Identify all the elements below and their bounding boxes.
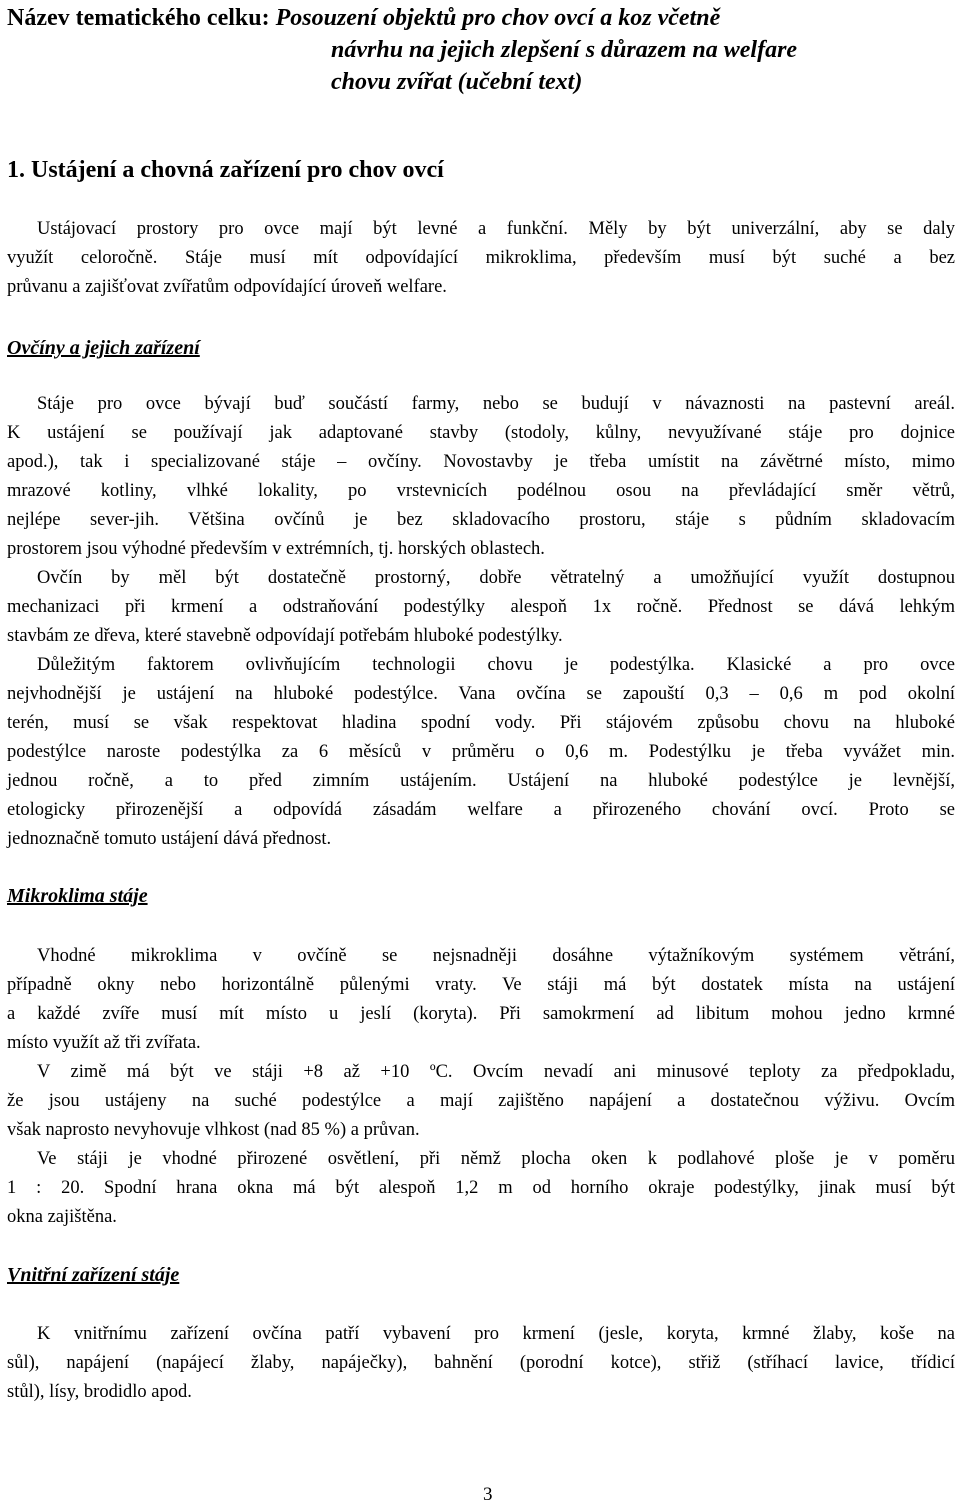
text-line: sůl), napájení (napájecí žlaby, napáječky), bahnění (porodní kotce), střiž (stříhací lavice, třídicí [7, 1353, 955, 1373]
text-line: že jsou ustájeny na suché podestýlce a mají zajištěno napájení a dostatečnou výživu. Ovcím [7, 1091, 955, 1111]
text-line: 1 : 20. Spodní hrana okna má být alespoň 1,2 m od horního okraje podestýlky, jinak musí být [7, 1178, 955, 1198]
text-line: případně okny nebo horizontálně půlenými vraty. Ve stáji má být dostatek místa na ustájení [7, 975, 955, 995]
text-line: V zimě má být ve stáji +8 až +10 ºC. Ovcím nevadí ani minusové teploty za předpokladu, [37, 1062, 955, 1082]
text-line: nejvhodnější je ustájení na hluboké podestýlce. Vana ovčína se zapouští 0,3 – 0,6 m pod okolní [7, 684, 955, 704]
text-line: mechanizaci při krmení a odstraňování podestýlky alespoň 1x ročně. Přednost se dává lehkým [7, 597, 955, 617]
document-title [7, 2, 955, 98]
text-line: apod.), tak i specializované stáje – ovčíny. Novostavby je třeba umístit na závětrné místo, mimo [7, 452, 955, 472]
text-line: stavbám ze dřeva, které stavebně odpovídají potřebám hluboké podestýlky. [7, 626, 563, 646]
text-line: Důležitým faktorem ovlivňujícím technologii chovu je podestýlka. Klasické a pro ovce [37, 655, 955, 675]
title-line-1 [7, 2, 955, 34]
text-line: prostorem jsou výhodné především v extrémních, tj. horských oblastech. [7, 539, 545, 559]
subheading-ovciny: Ovčíny a jejich zařízení [7, 337, 200, 359]
text-line: K ustájení se používají jak adaptované stavby (stodoly, kůlny, nevyužívané stáje pro dojnice [7, 423, 955, 443]
text-line: etologicky přirozenější a odpovídá zásadám welfare a přirozeného chování ovcí. Proto se [7, 800, 955, 820]
section-heading: 1. Ustájení a chovná zařízení pro chov ovcí [7, 157, 444, 183]
subheading-mikroklima: Mikroklima stáje [7, 885, 148, 907]
text-line: Ovčín by měl být dostatečně prostorný, dobře větratelný a umožňující využít dostupnou [37, 568, 955, 588]
text-line: stůl), lísy, brodidlo apod. [7, 1382, 192, 1402]
title-text-3: chovu zvířat (učební text) [331, 69, 583, 95]
title-text-2: návrhu na jejich zlepšení s důrazem na welfare [331, 37, 798, 63]
page-number: 3 [483, 1484, 493, 1505]
ovciny-paragraph [7, 390, 955, 854]
text-line: podestýlce naroste podestýlka za 6 měsíců v průměru o 0,6 m. Podestýlku je třeba vyvážet min. [7, 742, 955, 762]
text-line: terén, musí se však respektovat hladina spodní vody. Při stájovém způsobu chovu na hluboké [7, 713, 955, 733]
text-line: nejlépe sever-jih. Většina ovčínů je bez skladovacího prostoru, stáje s půdním skladovacím [7, 510, 955, 530]
subheading-vnitrni: Vnitřní zařízení stáje [7, 1264, 180, 1286]
text-line: Vhodné mikroklima v ovčíně se nejsnadněji dosáhne výtažníkovým systémem větrání, [37, 946, 955, 966]
mikroklima-paragraph [7, 942, 955, 1232]
vnitrni-paragraph [7, 1320, 955, 1407]
text-line: Ustájovací prostory pro ovce mají být levné a funkční. Měly by být univerzální, aby se daly [37, 219, 955, 239]
title-text-1: Posouzení objektů pro chov ovcí a koz včetně [275, 5, 721, 31]
text-line: mrazové kotliny, vlhké lokality, po vrstevnicích podélnou osou na převládající směr větrů, [7, 481, 955, 501]
title-label: Název tematického celku: [7, 5, 270, 31]
text-line: K vnitřnímu zařízení ovčína patří vybavení pro krmení (jesle, koryta, krmné žlaby, koše na [37, 1324, 955, 1344]
text-line: jednou ročně, a to před zimním ustájením. Ustájení na hluboké podestýlce je levnější, [7, 771, 955, 791]
text-line: využít celoročně. Stáje musí mít odpovídající mikroklima, především musí být suché a bez [7, 248, 955, 268]
intro-paragraph [7, 215, 955, 302]
text-line: Stáje pro ovce bývají buď součástí farmy, nebo se budují v návaznosti na pastevní areál. [37, 394, 955, 414]
text-line: Ve stáji je vhodné přirozené osvětlení, při němž plocha oken k podlahové ploše je v poměru [37, 1149, 955, 1169]
text-line: okna zajištěna. [7, 1207, 117, 1227]
text-line: a každé zvíře musí mít místo u jeslí (koryta). Při samokrmení ad libitum mohou jedno krmné [7, 1004, 955, 1024]
text-line: však naprosto nevyhovuje vlhkost (nad 85 %) a průvan. [7, 1120, 420, 1140]
text-line: průvanu a zajišťovat zvířatům odpovídající úroveň welfare. [7, 277, 447, 297]
text-line: jednoznačně tomuto ustájení dává přednost. [7, 829, 332, 849]
text-line: místo využít až tři zvířata. [7, 1033, 201, 1053]
